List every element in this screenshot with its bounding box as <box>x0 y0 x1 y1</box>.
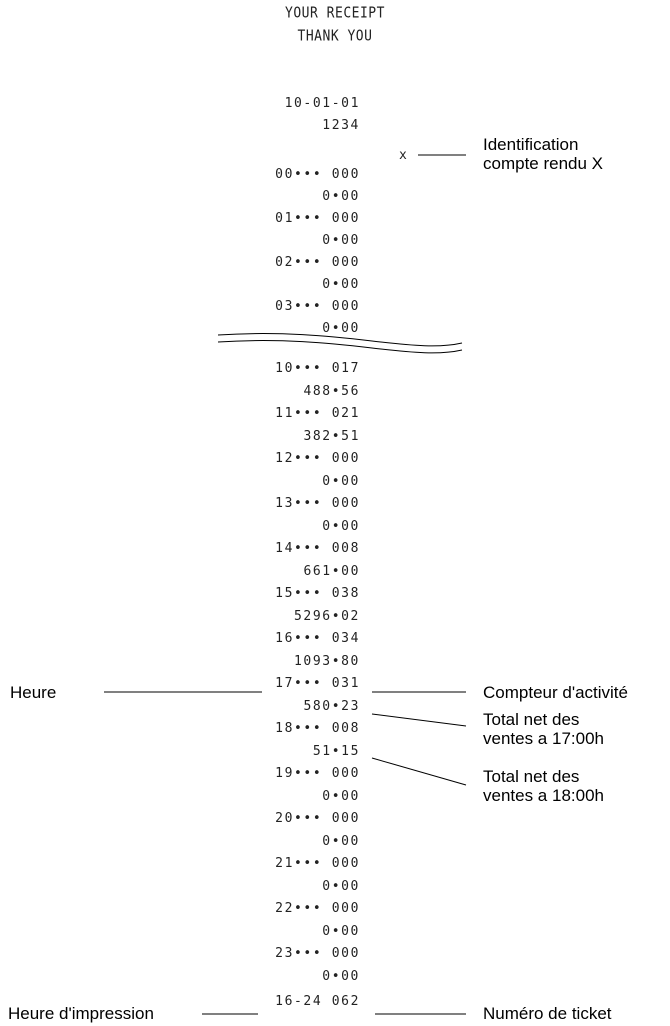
callout-total-17 <box>483 710 604 748</box>
receipt-hour-row: 19••• 000 <box>275 766 360 781</box>
callout-heure-impression: Heure d'impression <box>8 1004 154 1023</box>
receipt-hour-row: 14••• 008 <box>275 541 360 556</box>
receipt-amount-row: 0•00 <box>322 924 360 939</box>
receipt-hour-row: 22••• 000 <box>275 901 360 916</box>
tear-line-lower <box>218 341 462 353</box>
receipt-amount-row: 0•00 <box>322 969 360 984</box>
callout-identification <box>483 135 603 173</box>
receipt-hour-row: 11••• 021 <box>275 406 360 421</box>
receipt-amount-row: 488•56 <box>303 384 360 399</box>
callout-total-17-line1: Total net des <box>483 710 580 729</box>
receipt-amount-row: 580•23 <box>303 699 360 714</box>
receipt-amount-row: 0•00 <box>322 834 360 849</box>
receipt-hour-row: 12••• 000 <box>275 451 360 466</box>
receipt-amount-row: 0•00 <box>322 277 360 292</box>
total17-leader <box>372 714 466 726</box>
receipt-amount-row: 0•00 <box>322 789 360 804</box>
receipt-hour-row: 03••• 000 <box>275 299 360 314</box>
receipt-amount-row: 51•15 <box>312 744 360 759</box>
callout-total-17-line2: ventes a 17:00h <box>483 729 604 748</box>
total18-leader <box>372 758 466 785</box>
receipt-date: 10-01-01 <box>284 96 360 111</box>
callout-total-18-line2: ventes a 18:00h <box>483 786 604 805</box>
receipt-amount-row: 0•00 <box>322 474 360 489</box>
callout-total-18 <box>483 767 604 805</box>
receipt-hour-row: 01••• 000 <box>275 211 360 226</box>
receipt-hour-row: 13••• 000 <box>275 496 360 511</box>
callout-heure: Heure <box>10 683 57 702</box>
receipt-amount-row: 0•00 <box>322 879 360 894</box>
receipt-amount-row: 5296•02 <box>294 609 360 624</box>
receipt-amount-row: 0•00 <box>322 189 360 204</box>
receipt-header-line2: THANK YOU <box>297 27 373 46</box>
receipt-footer: 16-24 062 <box>275 994 360 1009</box>
receipt-hour-row: 10••• 017 <box>275 361 360 376</box>
callout-numero-ticket: Numéro de ticket <box>483 1004 612 1023</box>
receipt-hour-row: 21••• 000 <box>275 856 360 871</box>
callout-total-18-line1: Total net des <box>483 767 580 786</box>
receipt-hour-row: 16••• 034 <box>275 631 360 646</box>
receipt-hour-row: 18••• 008 <box>275 721 360 736</box>
receipt-header-line1: YOUR RECEIPT <box>285 4 385 23</box>
receipt-amount-row: 0•00 <box>322 233 360 248</box>
receipt-amount-row: 1093•80 <box>294 654 360 669</box>
receipt-hour-row: 00••• 000 <box>275 167 360 182</box>
receipt-hour-row: 02••• 000 <box>275 255 360 270</box>
x-mark: x <box>399 148 409 163</box>
receipt-hour-row: 15••• 038 <box>275 586 360 601</box>
receipt-hour-row: 23••• 000 <box>275 946 360 961</box>
receipt-amount-row: 661•00 <box>303 564 360 579</box>
receipt-amount-row: 0•00 <box>322 519 360 534</box>
receipt-amount-row: 382•51 <box>303 429 360 444</box>
receipt-hour-row: 20••• 000 <box>275 811 360 826</box>
callout-compteur: Compteur d'activité <box>483 683 628 702</box>
callout-identification-line2: compte rendu X <box>483 154 604 173</box>
receipt-number: 1234 <box>322 118 360 133</box>
receipt-amount-row: 0•00 <box>322 321 360 336</box>
receipt-hour-row: 17••• 031 <box>275 676 360 691</box>
callout-identification-line1: Identification <box>483 135 579 154</box>
